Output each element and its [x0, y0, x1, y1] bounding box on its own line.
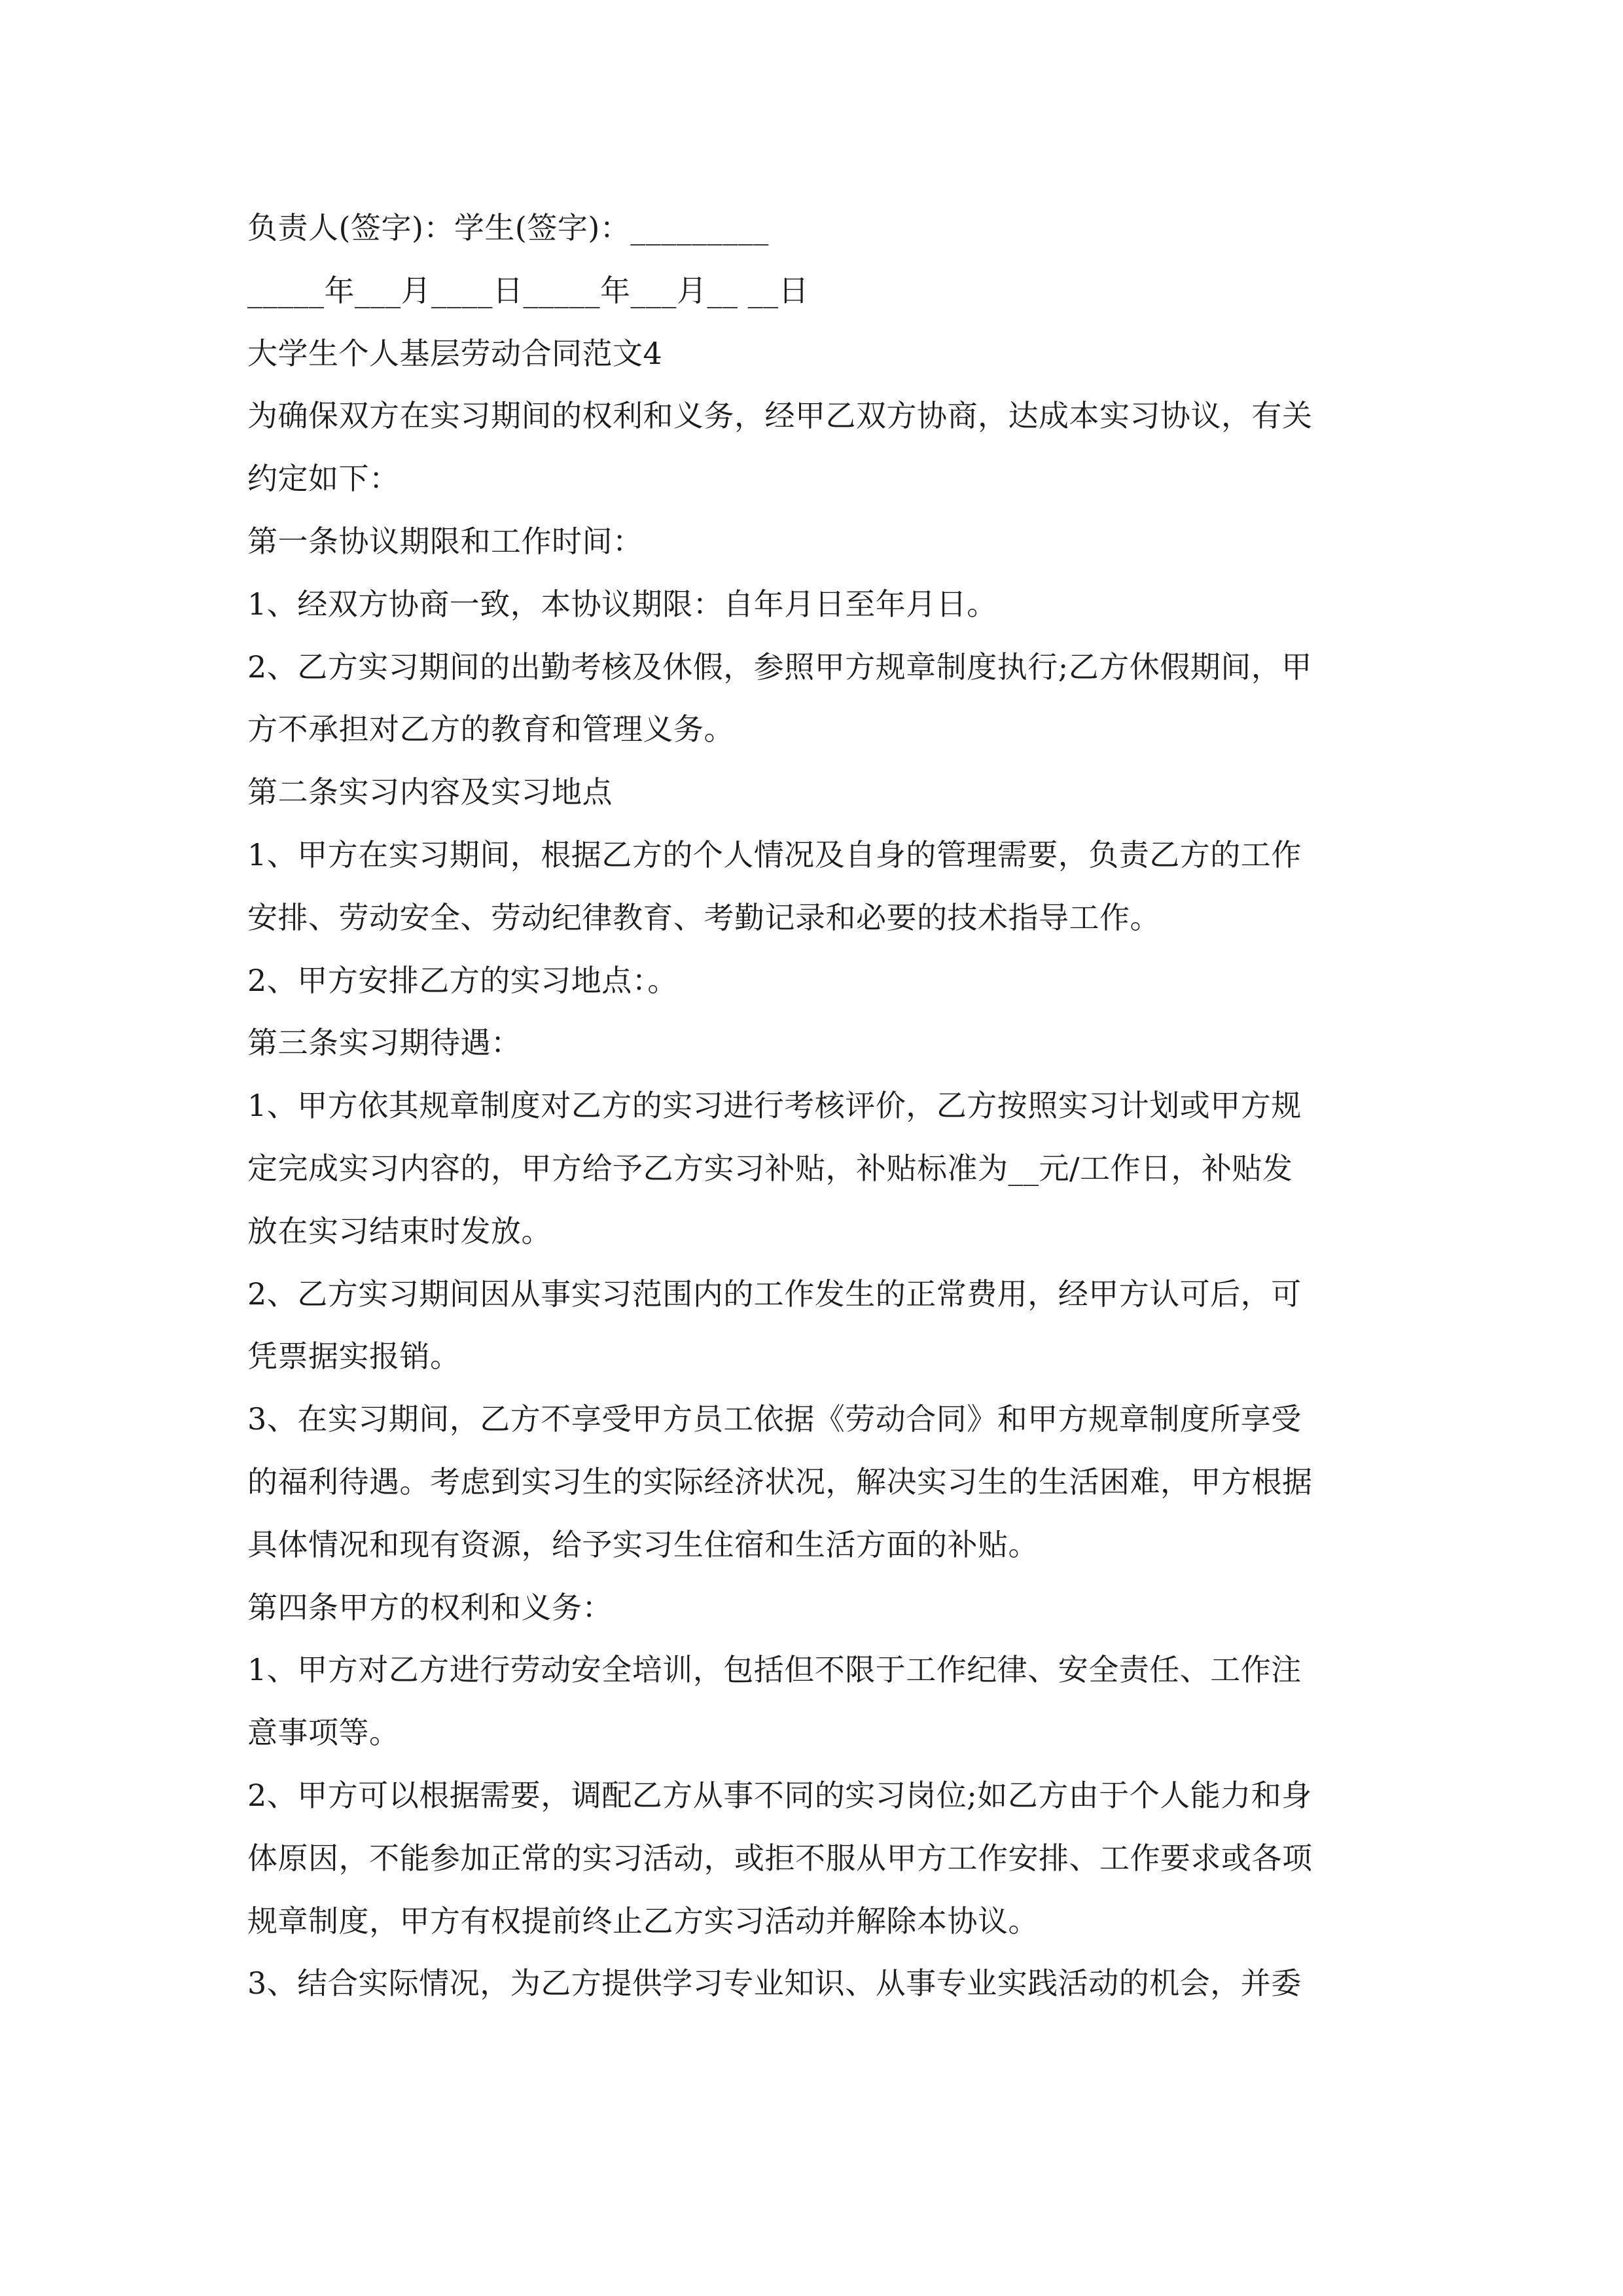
paragraph-line: 1、甲方对乙方进行劳动安全培训，包括但不限于工作纪律、安全责任、工作注 [247, 1652, 1302, 1687]
paragraph-line: 1、经双方协商一致，本协议期限：自年月日至年月日。 [247, 586, 997, 622]
paragraph-line: 1、甲方依其规章制度对乙方的实习进行考核评价，乙方按照实习计划或甲方规 [247, 1088, 1302, 1123]
paragraph-line: 的福利待遇。考虑到实习生的实际经济状况，解决实习生的生活困难，甲方根据 [247, 1464, 1313, 1499]
paragraph-line: 3、在实习期间，乙方不享受甲方员工依据《劳动合同》和甲方规章制度所享受 [247, 1401, 1302, 1437]
paragraph-line: 凭票据实报销。 [247, 1338, 461, 1374]
paragraph-line: 放在实习结束时发放。 [247, 1213, 552, 1249]
paragraph-line: 约定如下： [247, 461, 400, 496]
section-heading: 第四条甲方的权利和义务： [247, 1590, 613, 1625]
section-heading: 第三条实习期待遇： [247, 1025, 522, 1060]
paragraph-line: 具体情况和现有资源，给予实习生住宿和生活方面的补贴。 [247, 1527, 1039, 1562]
paragraph-line: 2、甲方可以根据需要，调配乙方从事不同的实习岗位;如乙方由于个人能力和身 [247, 1778, 1312, 1813]
paragraph-line: 方不承担对乙方的教育和管理义务。 [247, 711, 734, 747]
section-heading: 第二条实习内容及实习地点 [247, 774, 613, 810]
signature-line: 负责人(签字)：学生(签字)：_________ [247, 210, 769, 245]
paragraph-line: 安排、劳动安全、劳动纪律教育、考勤记录和必要的技术指导工作。 [247, 900, 1160, 935]
section-heading: 第一条协议期限和工作时间： [247, 524, 643, 559]
paragraph-line: 2、乙方实习期间因从事实习范围内的工作发生的正常费用，经甲方认可后，可 [247, 1276, 1302, 1312]
document-title: 大学生个人基层劳动合同范文4 [247, 336, 663, 371]
paragraph-line: 2、乙方实习期间的出勤考核及休假，参照甲方规章制度执行;乙方休假期间，甲 [247, 649, 1312, 685]
paragraph-line: 规章制度，甲方有权提前终止乙方实习活动并解除本协议。 [247, 1903, 1039, 1939]
paragraph-line: 为确保双方在实习期间的权利和义务，经甲乙双方协商，达成本实习协议，有关 [247, 398, 1313, 433]
paragraph-line: 2、甲方安排乙方的实习地点：。 [247, 963, 678, 998]
paragraph-line: 意事项等。 [247, 1715, 400, 1750]
paragraph-line: 定完成实习内容的，甲方给予乙方实习补贴，补贴标准为__元/工作日，补贴发 [247, 1151, 1293, 1186]
paragraph-line: 3、结合实际情况，为乙方提供学习专业知识、从事专业实践活动的机会，并委 [247, 1965, 1302, 2001]
date-line: _____年___月____日_____年___月__ __日 [247, 273, 810, 308]
paragraph-line: 体原因，不能参加正常的实习活动，或拒不服从甲方工作安排、工作要求或各项 [247, 1840, 1313, 1876]
paragraph-line: 1、甲方在实习期间，根据乙方的个人情况及自身的管理需要，负责乙方的工作 [247, 837, 1302, 872]
